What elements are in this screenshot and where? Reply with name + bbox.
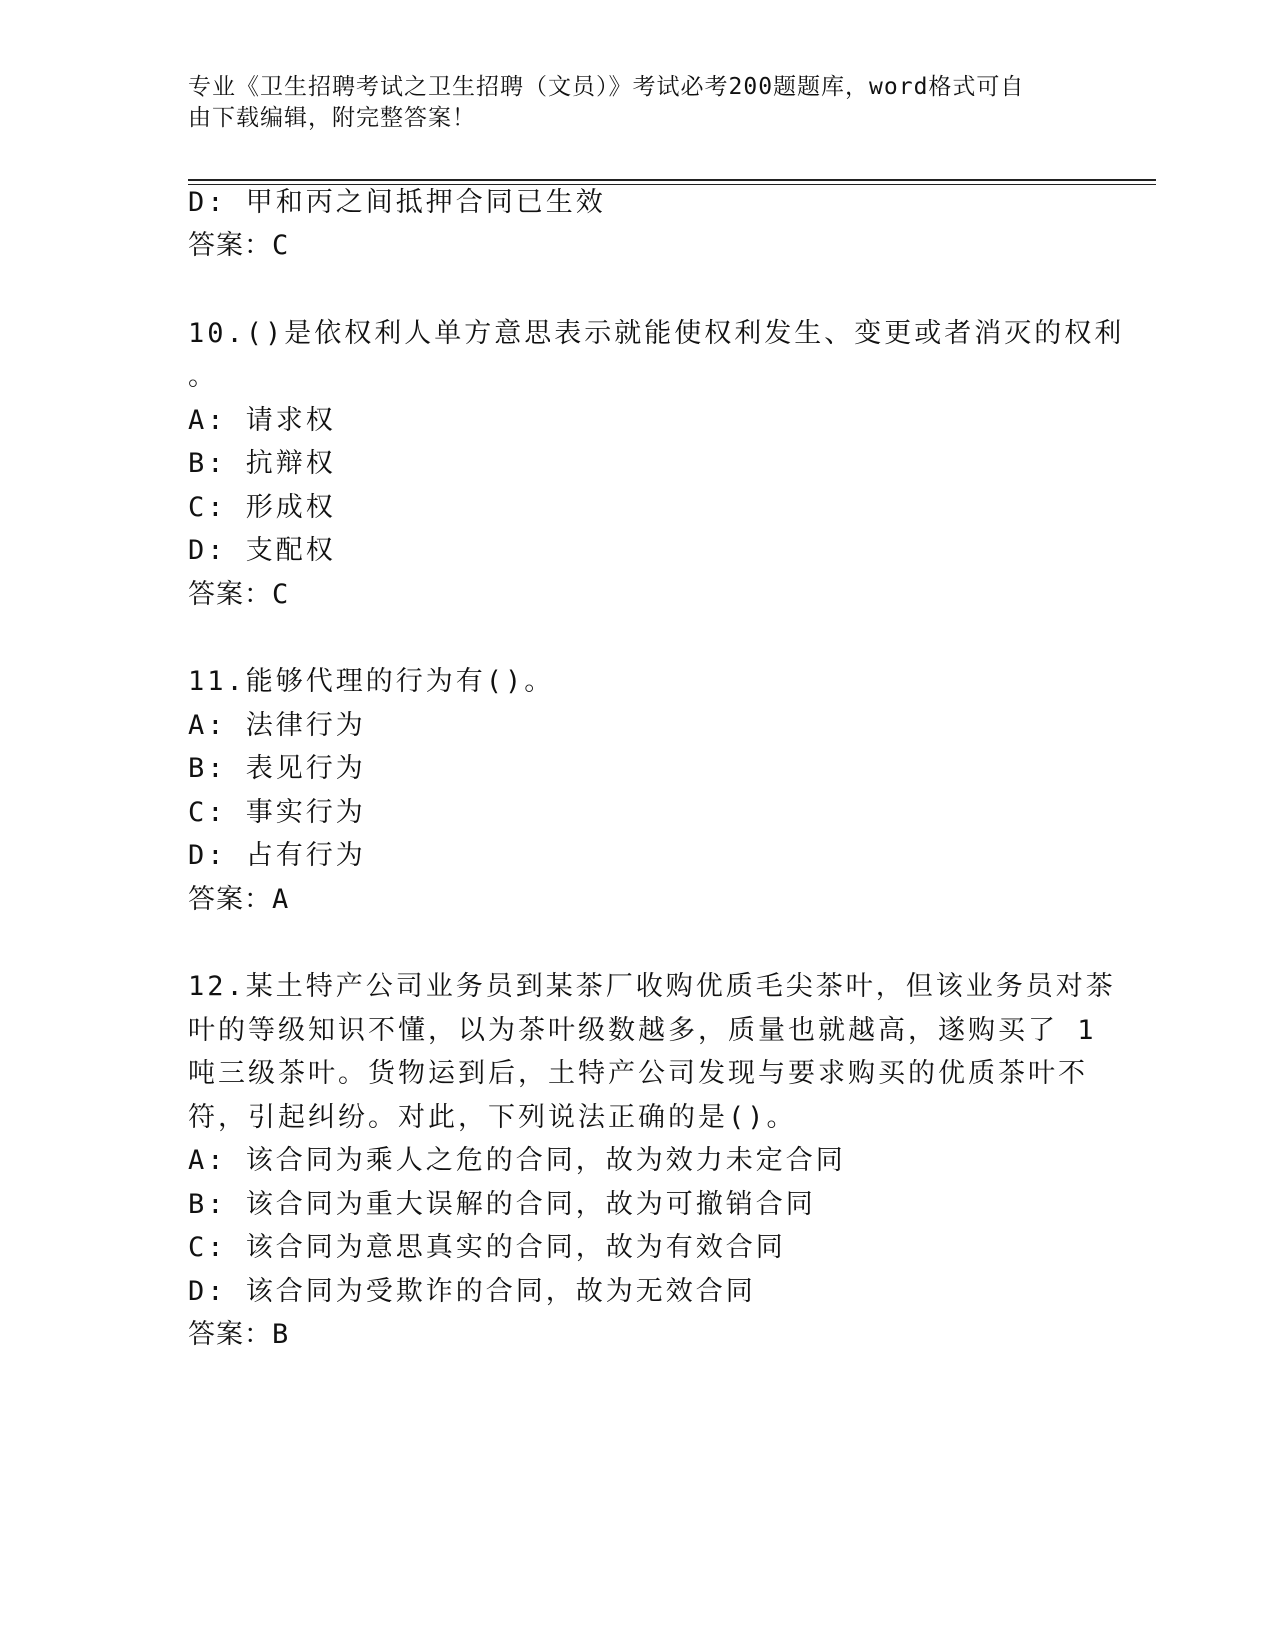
q10-answer: 答案：C bbox=[188, 579, 290, 610]
q10-option-b: B: 抗辩权 bbox=[188, 448, 336, 479]
q12-stem-line-3: 吨三级茶叶。货物运到后，土特产公司发现与要求购买的优质茶叶不 bbox=[188, 1058, 1088, 1089]
q12-stem-line-1: 12.某土特产公司业务员到某茶厂收购优质毛尖茶叶，但该业务员对茶 bbox=[188, 971, 1116, 1002]
q12-option-b: B: 该合同为重大误解的合同，故为可撤销合同 bbox=[188, 1189, 816, 1220]
q10-option-a: A: 请求权 bbox=[188, 405, 336, 436]
q10-stem-line-1: 10.()是依权利人单方意思表示就能使权利发生、变更或者消灭的权利 bbox=[188, 318, 1125, 349]
q10-stem-line-2: 。 bbox=[188, 361, 218, 392]
q12-answer: 答案：B bbox=[188, 1319, 290, 1350]
q11-option-c: C: 事实行为 bbox=[188, 797, 366, 828]
q11-option-d: D: 占有行为 bbox=[188, 840, 366, 871]
q11-stem-line-1: 11.能够代理的行为有()。 bbox=[188, 666, 555, 697]
q12-option-c: C: 该合同为意思真实的合同，故为有效合同 bbox=[188, 1232, 786, 1263]
document-header bbox=[188, 72, 1068, 134]
q10-option-c: C: 形成权 bbox=[188, 492, 336, 523]
q11-option-a: A: 法律行为 bbox=[188, 710, 366, 741]
q11-answer: 答案：A bbox=[188, 884, 290, 915]
q10-option-d: D: 支配权 bbox=[188, 535, 336, 566]
header-divider-thick bbox=[188, 179, 1156, 181]
header-line-2: 由下载编辑，附完整答案！ bbox=[188, 105, 476, 131]
q12-option-d: D: 该合同为受欺诈的合同，故为无效合同 bbox=[188, 1276, 756, 1307]
q9-option-d: D: 甲和丙之间抵押合同已生效 bbox=[188, 187, 606, 218]
q12-stem-line-4: 符，引起纠纷。对此，下列说法正确的是()。 bbox=[188, 1102, 797, 1133]
q12-stem-line-2: 叶的等级知识不懂，以为茶叶级数越多，质量也就越高，遂购买了 1 bbox=[188, 1015, 1097, 1046]
q12-option-a: A: 该合同为乘人之危的合同，故为效力未定合同 bbox=[188, 1145, 846, 1176]
q9-answer: 答案：C bbox=[188, 230, 290, 261]
header-line-1: 专业《卫生招聘考试之卫生招聘（文员）》考试必考200题题库，word格式可自 bbox=[188, 74, 1025, 100]
q11-option-b: B: 表见行为 bbox=[188, 753, 366, 784]
